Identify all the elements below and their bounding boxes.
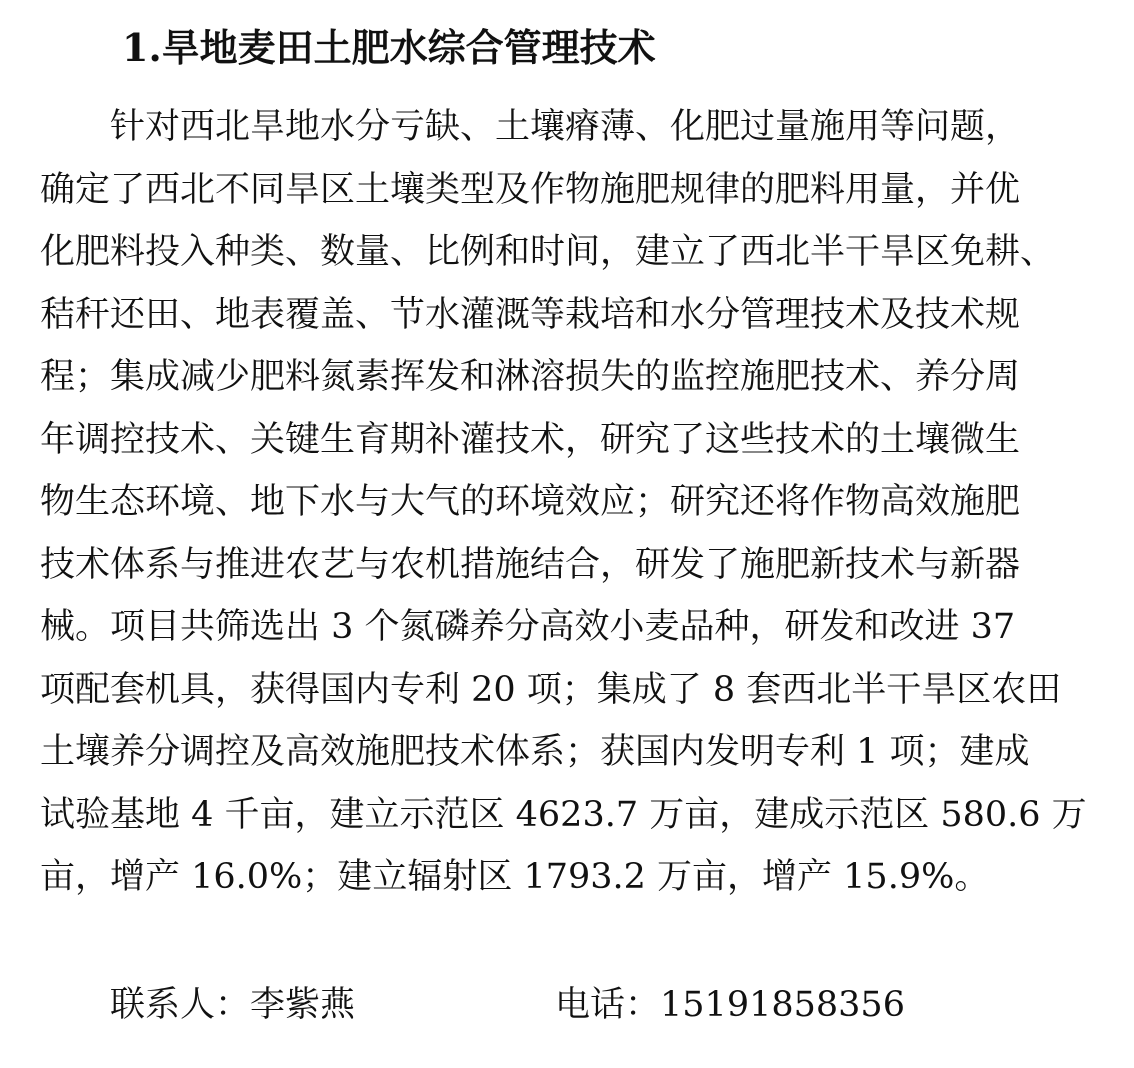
paragraph-line: 秸秆还田、地表覆盖、节水灌溉等栽培和水分管理技术及技术规 (40, 294, 1021, 335)
paragraph-line: 物生态环境、地下水与大气的环境效应；研究还将作物高效施肥 (40, 482, 1021, 522)
paragraph-line: 程；集成减少肥料氮素挥发和淋溶损失的监控施肥技术、养分周 (40, 357, 1021, 397)
paragraph-line: 械。项目共筛选出 3 个氮磷养分高效小麦品种，研发和改进 37 (40, 607, 1016, 647)
contact-phone (555, 974, 905, 1036)
contact-phone-label: 电话： (555, 985, 661, 1025)
paragraph-line: 亩，增产 16.0%；建立辐射区 1793.2 万亩，增产 15.9%。 (40, 857, 990, 897)
contact-info (0, 974, 1134, 1036)
paragraph-line: 年调控技术、关键生育期补灌技术，研究了这些技术的土壤微生 (40, 419, 1021, 460)
paragraph-line: 化肥料投入种类、数量、比例和时间，建立了西北半干旱区免耕、 (40, 232, 1056, 272)
contact-person-name: 李紫燕 (250, 985, 356, 1025)
paragraph-line: 项配套机具，获得国内专利 20 项；集成了 8 套西北半干旱区农田 (40, 669, 1062, 710)
paragraph-line: 技术体系与推进农艺与农机措施结合，研发了施肥新技术与新器 (40, 544, 1021, 585)
paragraph-line: 针对西北旱地水分亏缺、土壤瘠薄、化肥过量施用等问题， (110, 107, 1021, 147)
paragraph-line: 试验基地 4 千亩，建立示范区 4623.7 万亩，建成示范区 580.6 万 (40, 794, 1087, 835)
contact-person (110, 974, 355, 1036)
body-paragraph (40, 96, 1087, 909)
paragraph-line: 土壤养分调控及高效施肥技术体系；获国内发明专利 1 项；建成 (40, 732, 1030, 772)
paragraph-line: 确定了西北不同旱区土壤类型及作物施肥规律的肥料用量，并优 (40, 169, 1021, 210)
contact-person-label: 联系人： (110, 985, 251, 1025)
section-title: 1.旱地麦田土肥水综合管理技术 (122, 25, 656, 70)
contact-phone-number: 15191858356 (660, 985, 905, 1025)
